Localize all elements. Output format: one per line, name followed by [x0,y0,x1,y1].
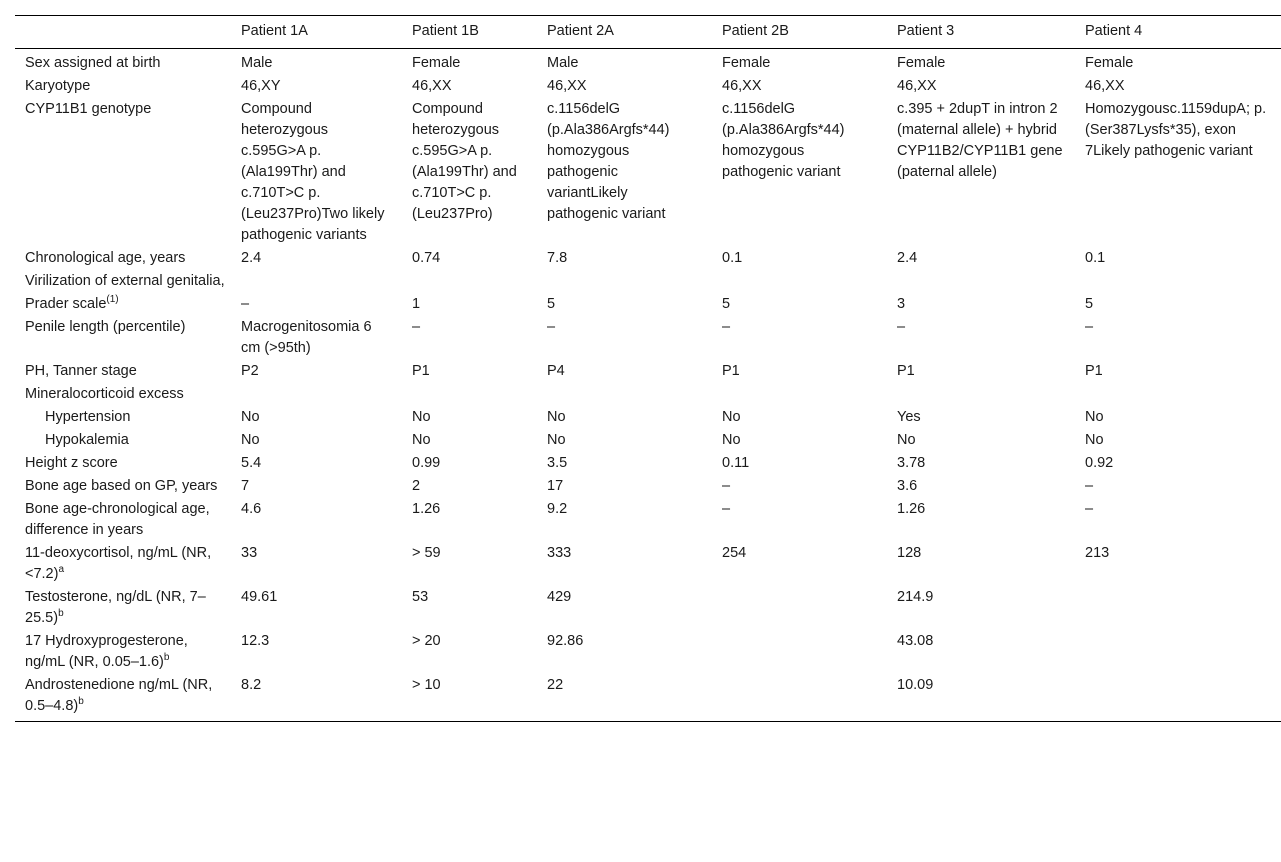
table-cell: 0.1 [722,250,743,266]
table-cell: 1.26 [897,501,926,517]
table-cell: 2 [412,478,421,494]
table-row [15,316,1281,360]
table-cell: 17 [547,478,564,494]
row-label [15,586,231,630]
row-label [15,475,231,498]
table-cell: 46,XX [412,78,452,94]
table-cell: c.395 + 2dupT in intron 2 (maternal allele) + hybrid CYP11B2/CYP11B1 gene (paternal allele) [897,101,1063,180]
table-cell: – [547,319,556,335]
table-cell: 5 [1085,296,1094,312]
table-cell: 10.09 [897,677,934,693]
table-cell: 1 [412,296,421,312]
table-cell: 0.11 [722,455,750,471]
table-row [15,247,1281,270]
table-row [15,360,1281,383]
table-cell: 3 [897,296,906,312]
row-label [15,75,231,98]
table-cell: 5 [722,296,731,312]
table-row [15,630,1281,674]
table-cell: Female [412,55,461,71]
row-label [15,293,231,316]
header-cell: Patient 4 [1085,23,1143,39]
table-cell: No [1085,409,1104,425]
table-cell [712,586,887,630]
table-cell: > 59 [412,545,441,561]
table-cell: Female [897,55,946,71]
table-cell: 46,XX [547,78,587,94]
row-label-text: Testosterone, ng/dL (NR, 7–25.5) [25,589,206,626]
table-row [15,674,1281,722]
table-cell: – [241,296,250,312]
table-cell: Macrogenitosomia 6 cm (>95th) [241,319,372,356]
table-cell: Yes [897,409,921,425]
row-label-text: CYP11B1 genotype [25,101,152,117]
table-cell: 0.92 [1085,455,1114,471]
table-cell: 128 [897,545,922,561]
table-cell: 46,XX [1085,78,1125,94]
table-cell: Female [722,55,771,71]
table-cell: No [547,409,566,425]
row-label-text: Karyotype [25,78,91,94]
table-cell: No [412,432,431,448]
row-label [15,270,1281,293]
table-cell: 7 [241,478,250,494]
table-cell: 7.8 [547,250,568,266]
table-cell: P1 [1085,363,1103,379]
table-cell: No [722,409,741,425]
row-label-text: 11-deoxycortisol, ng/mL (NR, <7.2) [25,545,212,582]
table-cell: 0.99 [412,455,441,471]
table-cell: 254 [722,545,747,561]
row-label-text: Penile length (percentile) [25,319,186,335]
row-label-text: Hypokalemia [45,432,129,448]
table-cell: 9.2 [547,501,568,517]
row-label-text: Bone age-chronological age, difference in years [25,501,210,538]
table-cell: c.1156delG (p.Ala386Argfs*44) homozygous pathogenic variantLikely pathogenic variant [547,101,670,222]
table-row [15,452,1281,475]
header-cell: Patient 1A [241,23,308,39]
row-label [15,630,231,674]
table-row [15,586,1281,630]
table-row [15,542,1281,586]
table-cell: Female [1085,55,1134,71]
row-label [15,452,231,475]
table-cell [712,630,887,674]
table-row [15,49,1281,76]
footnote-marker: b [163,652,170,664]
table-row [15,475,1281,498]
table-cell: 3.78 [897,455,926,471]
table-cell: No [897,432,916,448]
table-row [15,498,1281,542]
table-cell: 49.61 [241,589,278,605]
footnote-marker: (1) [106,294,119,306]
row-label [15,542,231,586]
table-cell: 2.4 [897,250,918,266]
table-cell [1075,630,1281,674]
row-label-text: Height z score [25,455,118,471]
row-label [15,383,1281,406]
table-cell: P1 [897,363,915,379]
table-row [15,75,1281,98]
row-label-text: Virilization of external genitalia, [25,273,225,289]
table-cell: 53 [412,589,429,605]
header-cell: Patient 2B [722,23,789,39]
table-row [15,383,1281,406]
table-cell: P1 [722,363,740,379]
table-cell: 8.2 [241,677,262,693]
footnote-marker: a [58,564,65,576]
table-cell: 46,XY [241,78,281,94]
row-label-text: Hypertension [45,409,131,425]
table-cell: 3.5 [547,455,568,471]
table-row [15,406,1281,429]
table-cell: 213 [1085,545,1110,561]
table-cell: Male [547,55,579,71]
header-row [15,16,1281,49]
row-label [15,49,231,76]
table-cell: 214.9 [897,589,934,605]
table-row [15,293,1281,316]
row-label [15,98,231,247]
table-cell: P2 [241,363,259,379]
table-cell: 0.1 [1085,250,1106,266]
table-cell: – [1085,319,1094,335]
table-cell: 46,XX [722,78,762,94]
table-cell: > 20 [412,633,441,649]
row-label [15,498,231,542]
table-row [15,98,1281,247]
row-label-text: Chronological age, years [25,250,186,266]
row-label-text: Sex assigned at birth [25,55,161,71]
table-cell: P1 [412,363,430,379]
row-label-text: Prader scale [25,296,107,312]
table-cell: No [1085,432,1104,448]
table-cell: 4.6 [241,501,262,517]
table-cell: – [1085,478,1094,494]
row-label-text: PH, Tanner stage [25,363,137,379]
table-cell: 92.86 [547,633,584,649]
table-cell [1075,674,1281,722]
table-cell: 5 [547,296,556,312]
row-label-text: Mineralocorticoid excess [25,386,184,402]
table-cell: No [547,432,566,448]
row-label-text: 17 Hydroxyprogesterone, ng/mL (NR, 0.05–1.6) [25,633,188,670]
table-cell: Compound heterozygous c.595G>A p.(Ala199Thr) and c.710T>C p.(Leu237Pro) [412,101,517,222]
table-cell: No [241,432,260,448]
table-cell: No [412,409,431,425]
table-cell: 1.26 [412,501,441,517]
header-cell: Patient 1B [412,23,479,39]
table-cell: 43.08 [897,633,934,649]
footnote-marker: b [78,696,84,708]
table-cell: 2.4 [241,250,262,266]
row-label-text: Androstenedione ng/mL (NR, 0.5–4.8) [25,677,213,714]
table-cell: 429 [547,589,572,605]
row-label [15,406,231,429]
table-cell: 12.3 [241,633,270,649]
table-cell: 46,XX [897,78,937,94]
row-label [15,360,231,383]
table-cell: – [412,319,421,335]
table-cell: No [722,432,741,448]
table-cell: Homozygousc.1159dupA; p.(Ser387Lysfs*35), exon 7Likely pathogenic variant [1085,101,1267,159]
table-cell: – [722,478,731,494]
header-cell [15,16,231,49]
clinical-data-table [15,15,1281,722]
table-cell [1075,586,1281,630]
table-cell: > 10 [412,677,441,693]
table-cell: 33 [241,545,258,561]
header-cell: Patient 2A [547,23,614,39]
table-cell: – [897,319,906,335]
table-cell: – [722,319,731,335]
table-cell: Compound heterozygous c.595G>A p.(Ala199Thr) and c.710T>C p.(Leu237Pro)Two likely pathogenic variants [241,101,385,243]
table-cell: 333 [547,545,572,561]
table-cell: – [722,501,731,517]
table-cell: P4 [547,363,565,379]
table-cell: – [1085,501,1094,517]
row-label [15,247,231,270]
table-cell: 0.74 [412,250,441,266]
table-cell: Male [241,55,273,71]
table-cell: 5.4 [241,455,262,471]
table-row [15,429,1281,452]
row-label [15,316,231,360]
footnote-marker: b [58,608,64,620]
row-label [15,674,231,722]
row-label-text: Bone age based on GP, years [25,478,218,494]
table-body [15,49,1281,722]
table-cell [712,674,887,722]
table-cell: 3.6 [897,478,918,494]
table-row [15,270,1281,293]
row-label [15,429,231,452]
header-cell: Patient 3 [897,23,955,39]
table-cell: c.1156delG (p.Ala386Argfs*44) homozygous pathogenic variant [722,101,845,180]
table-cell: No [241,409,260,425]
table-cell: 22 [547,677,564,693]
